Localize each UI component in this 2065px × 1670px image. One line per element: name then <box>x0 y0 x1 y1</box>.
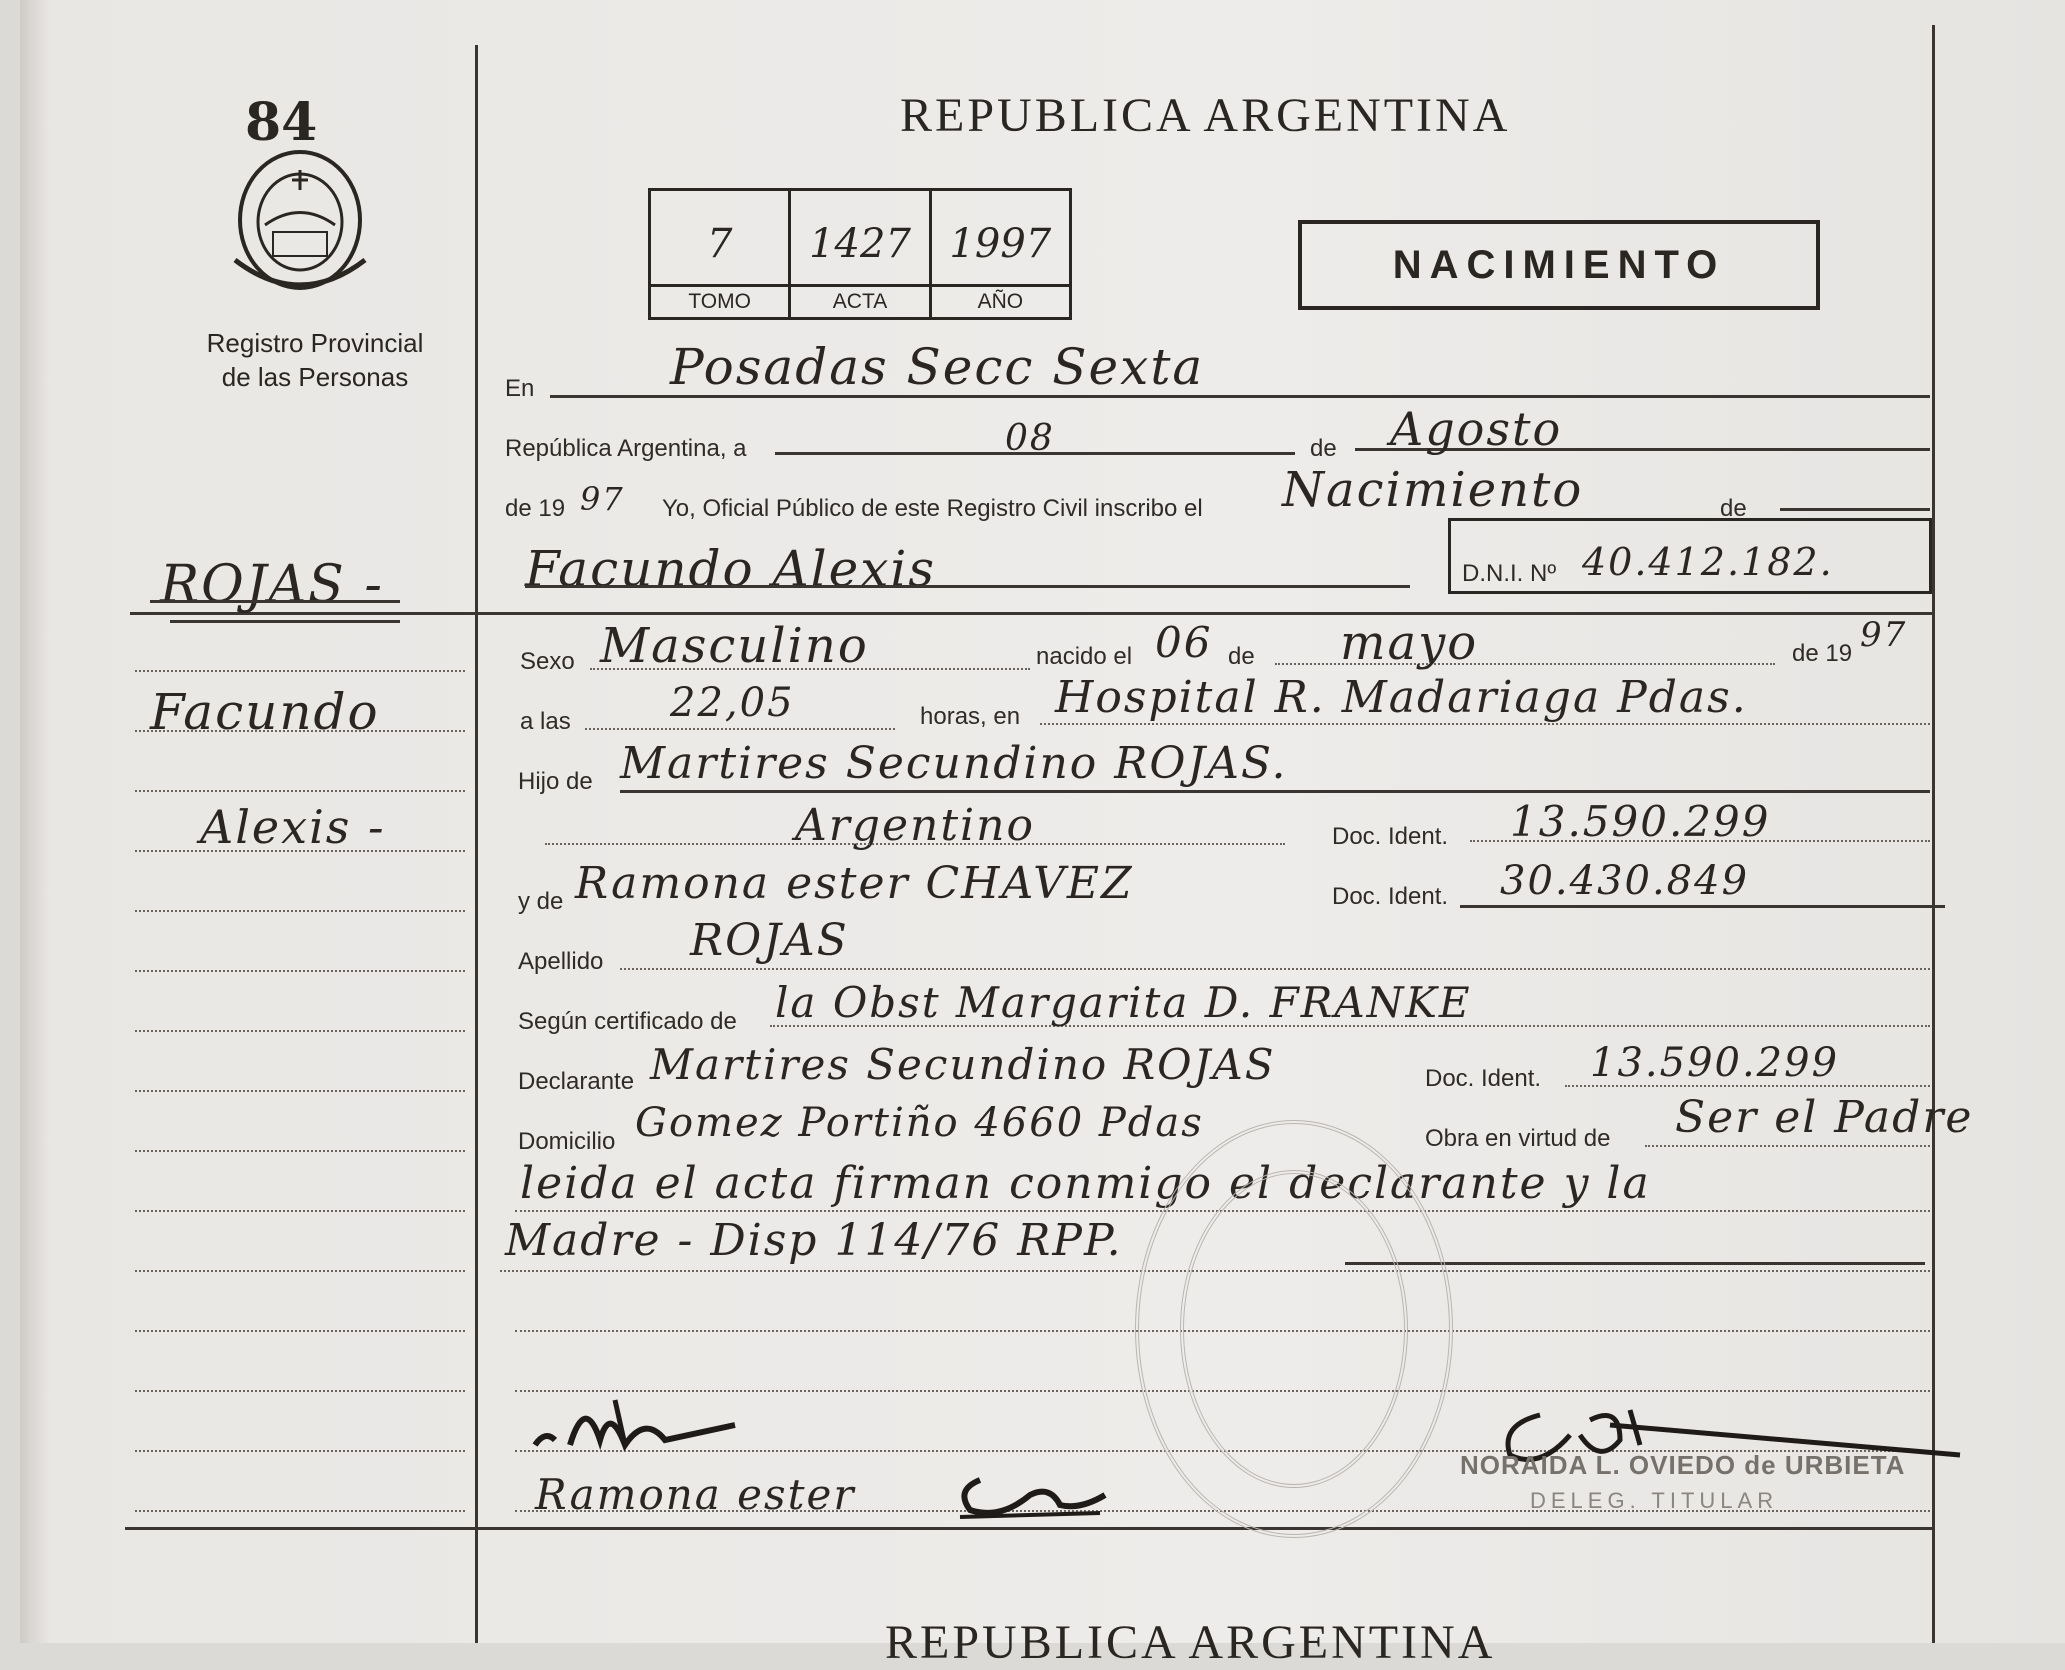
label-de-19: de 19 <box>505 495 566 522</box>
label-doc-ident-1: Doc. Ident. <box>1332 823 1449 850</box>
label-de-1: de <box>1310 435 1337 462</box>
line-child-name <box>525 585 1410 588</box>
registry-line-2: de las Personas <box>221 362 409 392</box>
label-yo-oficial: Yo, Oficial Público de este Registro Civil inscribo el <box>662 495 1203 522</box>
margin-line <box>135 1210 465 1212</box>
label-apellido: Apellido <box>518 948 604 975</box>
margin-line <box>135 1450 465 1452</box>
entry-father-doc: 13.590.299 <box>1510 797 1771 846</box>
entry-address: Gomez Portiño 4660 Pdas <box>635 1100 1204 1146</box>
document-type-box: NACIMIENTO <box>1298 220 1820 310</box>
entry-birth-month: mayo <box>1340 615 1479 671</box>
entry-year-suffix: 97 <box>580 480 625 518</box>
margin-line <box>135 1270 465 1272</box>
margin-surname: ROJAS - <box>160 555 384 615</box>
officer-title: DELEG. TITULAR <box>1530 1488 1779 1513</box>
entry-dni: 40.412.182. <box>1582 540 1834 584</box>
tomo-value: 7 <box>706 221 733 267</box>
label-y-de: y de <box>518 888 564 915</box>
label-sexo: Sexo <box>520 648 575 675</box>
entry-day: 08 <box>1005 418 1055 459</box>
entry-by-virtue: Ser el Padre <box>1675 1092 1974 1143</box>
margin-header-rule <box>130 612 1932 615</box>
anio-cell <box>932 191 1069 317</box>
entry-note-line-1: leida el acta firman conmigo el declarante y la <box>520 1158 1651 1209</box>
margin-surname-underline <box>150 600 400 603</box>
entry-declarant-doc: 13.590.299 <box>1590 1040 1840 1086</box>
entry-hour: 22,05 <box>670 680 795 726</box>
mother-signature <box>950 1465 1110 1525</box>
anio-value: 1997 <box>949 221 1052 267</box>
entry-child-name: Facundo Alexis <box>525 540 937 598</box>
margin-line <box>135 1390 465 1392</box>
margin-line <box>135 1150 465 1152</box>
label-obra: Obra en virtud de <box>1425 1125 1611 1152</box>
label-horas-en: horas, en <box>920 703 1021 730</box>
tomo-cell <box>651 191 791 317</box>
label-hijo-de: Hijo de <box>518 768 593 795</box>
label-de-2: de <box>1720 495 1747 522</box>
line-act <box>1780 508 1930 511</box>
label-domicilio: Domicilio <box>518 1128 616 1155</box>
entry-declarant: Martires Secundino ROJAS <box>650 1040 1276 1089</box>
entry-place: Posadas Secc Sexta <box>670 338 1205 396</box>
line-nationality <box>545 843 1285 845</box>
entry-father-nationality: Argentino <box>795 800 1035 851</box>
line-birth-place <box>1040 723 1930 725</box>
entry-mother: Ramona ester CHAVEZ <box>575 858 1134 909</box>
entry-month: Agosto <box>1390 402 1563 456</box>
register-table <box>648 188 1072 320</box>
margin-line <box>135 730 465 732</box>
provincial-seal-logo <box>225 140 375 300</box>
line-hour <box>585 728 895 730</box>
label-segun: Según certificado de <box>518 1008 737 1035</box>
margin-line <box>135 1510 465 1512</box>
left-column-divider <box>475 45 478 1643</box>
margin-line <box>135 670 465 672</box>
line-by-virtue <box>1645 1145 1930 1147</box>
line-father <box>620 790 1930 793</box>
entry-surname: ROJAS <box>690 915 849 966</box>
acta-value: 1427 <box>809 221 911 267</box>
label-dni: D.N.I. Nº <box>1462 560 1557 587</box>
margin-line <box>135 1090 465 1092</box>
label-nacido-el: nacido el <box>1036 643 1133 670</box>
country-title-next-page: REPUBLICA ARGENTINA <box>885 1616 1496 1669</box>
label-de-3: de <box>1228 643 1255 670</box>
line-mother-doc <box>1460 905 1945 908</box>
label-doc-ident-2: Doc. Ident. <box>1332 883 1449 910</box>
official-stamp-inner <box>1180 1170 1408 1488</box>
margin-line <box>135 790 465 792</box>
margin-name-2: Alexis - <box>200 800 386 854</box>
acta-cell <box>791 191 931 317</box>
entry-father: Martires Secundino ROJAS. <box>620 738 1288 789</box>
entry-sex: Masculino <box>600 618 869 674</box>
margin-line <box>135 910 465 912</box>
tomo-label: TOMO <box>651 284 788 317</box>
certificate-page <box>20 0 2065 1669</box>
margin-line <box>135 850 465 852</box>
label-de-19-b: de 19 <box>1792 640 1853 667</box>
country-title: REPUBLICA ARGENTINA <box>900 89 1511 142</box>
margin-surname-underline-2 <box>170 620 400 623</box>
entry-act-type: Nacimiento <box>1282 462 1584 518</box>
label-en: En <box>505 375 535 402</box>
entry-certificate: la Obst Margarita D. FRANKE <box>775 978 1472 1027</box>
margin-name-1: Facundo <box>150 683 380 741</box>
entry-birth-year: 97 <box>1860 615 1908 655</box>
entry-birth-day: 06 <box>1155 618 1213 667</box>
label-republica: República Argentina, a <box>505 435 747 462</box>
line-apellido <box>620 968 1930 970</box>
entry-mother-doc: 30.430.849 <box>1500 858 1750 904</box>
registry-number: 84 <box>245 92 318 153</box>
father-signature <box>525 1385 755 1465</box>
margin-line <box>135 1030 465 1032</box>
officer-name: NORAIDA L. OVIEDO de URBIETA <box>1460 1450 1906 1480</box>
label-declarante: Declarante <box>518 1068 635 1095</box>
label-a-las: a las <box>520 708 571 735</box>
registry-name <box>150 326 480 394</box>
entry-note-line-2: Madre - Disp 114/76 RPP. <box>505 1215 1123 1266</box>
anio-label: AÑO <box>932 284 1069 317</box>
margin-line <box>135 1330 465 1332</box>
acta-label: ACTA <box>791 284 928 317</box>
entry-birth-place: Hospital R. Madariaga Pdas. <box>1055 672 1748 723</box>
mother-signature-text: Ramona ester <box>535 1470 856 1519</box>
label-doc-ident-3: Doc. Ident. <box>1425 1065 1542 1092</box>
registry-line-1: Registro Provincial <box>206 328 424 358</box>
margin-line <box>135 970 465 972</box>
bottom-rule <box>125 1527 1932 1530</box>
